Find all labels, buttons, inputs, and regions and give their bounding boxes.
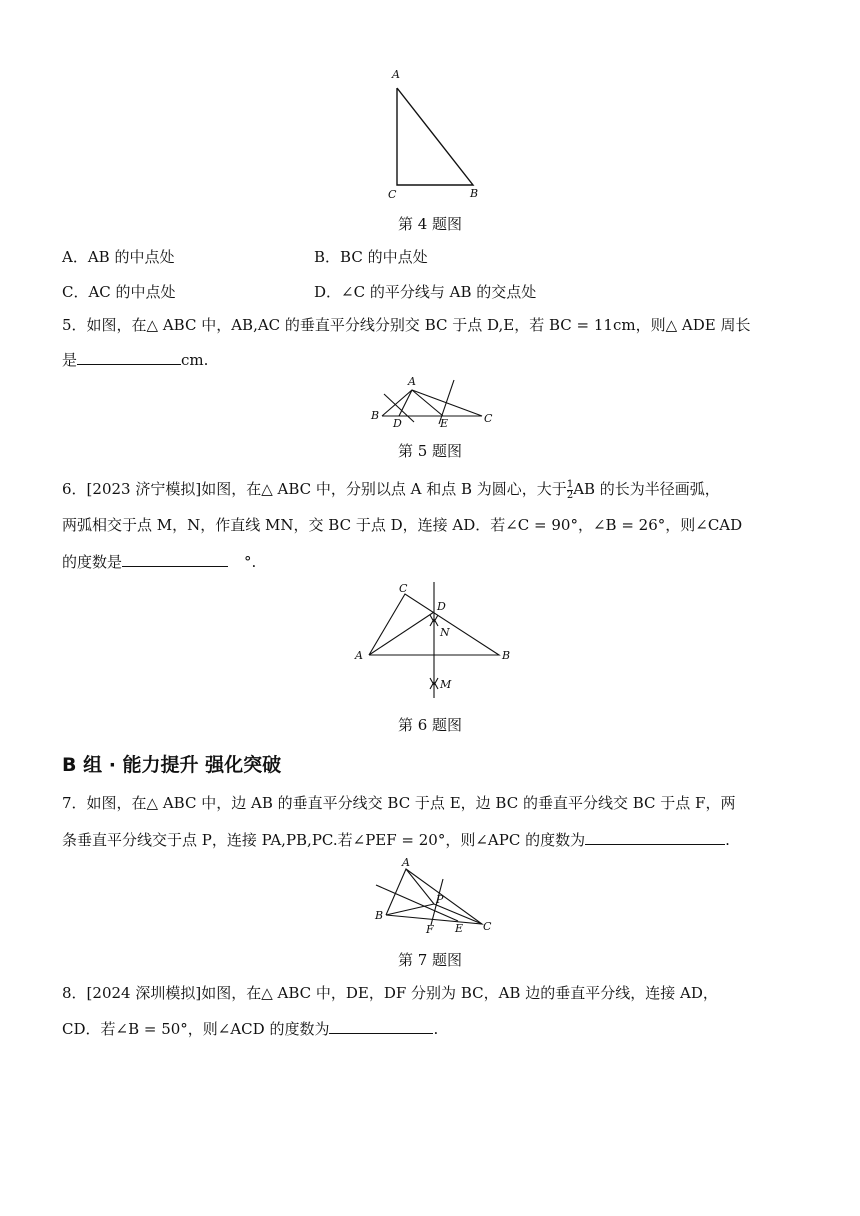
- option-d: D．∠C 的平分线与 AB 的交点处: [314, 283, 537, 301]
- label-c: C: [388, 188, 397, 201]
- figure-7: [368, 855, 498, 937]
- answer-blank-8[interactable]: [329, 1017, 433, 1034]
- question-8-line-2: [62, 1017, 438, 1039]
- label-d: D: [393, 417, 402, 430]
- answer-blank-5[interactable]: [77, 348, 181, 365]
- question-8-line-1: 8．[2024 深圳模拟]如图，在△ ABC 中，DE，DF 分别为 BC，AB 边的垂直平分线，连接 AD，: [62, 984, 718, 1002]
- question-7-line-2: [62, 828, 730, 850]
- question-5-unit: cm.: [181, 351, 209, 369]
- label-a: A: [402, 856, 410, 869]
- question-6-text-a: 6．[2023 济宁模拟]如图，在△ ABC 中，分别以点 A 和点 B 为圆心，大于: [62, 480, 567, 498]
- question-8-prefix: CD．若∠B = 50°，则∠ACD 的度数为: [62, 1020, 330, 1038]
- label-c: C: [484, 412, 493, 425]
- answer-blank-6[interactable]: [122, 550, 228, 567]
- label-b: B: [502, 649, 511, 662]
- question-7-line-1: 7．如图，在△ ABC 中，边 AB 的垂直平分线交 BC 于点 E，边 BC 的垂直平分线交 BC 于点 F，两: [62, 794, 736, 812]
- figure-6: [350, 578, 520, 703]
- label-e: E: [440, 417, 449, 430]
- segment-ae: [412, 390, 443, 416]
- triangle-abc: [382, 390, 482, 416]
- question-6-prefix: 的度数是: [62, 553, 123, 571]
- question-6-line-3: [62, 550, 256, 572]
- label-a: A: [392, 68, 400, 81]
- question-7-prefix: 条垂直平分线交于点 P，连接 PA,PB,PC.若∠PEF = 20°，则∠APC 的度数为: [62, 831, 586, 849]
- answer-blank-7[interactable]: [585, 828, 725, 845]
- figure-4: [380, 64, 490, 204]
- fraction-denominator: 2: [566, 489, 574, 501]
- question-6-line-2: 两弧相交于点 M，N，作直线 MN，交 BC 于点 D，连接 AD．若∠C = 90°，∠B = 26°，则∠CAD: [62, 516, 743, 534]
- option-c: C．AC 的中点处: [62, 283, 176, 301]
- label-c: C: [399, 582, 408, 595]
- label-p: P: [436, 893, 444, 906]
- label-d: D: [437, 600, 446, 613]
- question-6-line-1: [62, 479, 720, 501]
- label-b: B: [371, 409, 380, 422]
- section-heading: B 组 · 能力提升 强化突破: [62, 754, 282, 776]
- question-5-line-2: [62, 348, 208, 370]
- label-m: M: [440, 678, 452, 691]
- label-e: E: [455, 922, 464, 935]
- question-6-text-b: AB 的长为半径画弧，: [573, 480, 720, 498]
- question-6-unit: °.: [244, 553, 257, 571]
- question-5-prefix: 是: [62, 351, 78, 369]
- label-a: A: [355, 649, 363, 662]
- option-b: B．BC 的中点处: [314, 248, 428, 266]
- question-8-period: .: [433, 1020, 439, 1038]
- label-c: C: [483, 920, 492, 933]
- figure-4-caption: 第 4 题图: [397, 215, 463, 233]
- segment-pb: [386, 904, 434, 915]
- label-b: B: [470, 187, 479, 200]
- label-n: N: [440, 626, 450, 639]
- figure-7-caption: 第 7 题图: [397, 951, 463, 969]
- label-f: F: [426, 923, 434, 936]
- fraction-numerator: 1: [566, 478, 574, 490]
- question-7-period: .: [725, 831, 730, 849]
- label-a: A: [408, 375, 416, 388]
- question-5-line-1: 5．如图，在△ ABC 中，AB,AC 的垂直平分线分别交 BC 于点 D,E，若 BC = 11cm，则△ ADE 周长: [62, 316, 751, 334]
- segment-ad: [369, 612, 434, 655]
- segment-ad: [399, 390, 412, 416]
- triangle-abc: [386, 869, 482, 924]
- figure-6-caption: 第 6 题图: [397, 716, 463, 734]
- option-a: A．AB 的中点处: [62, 248, 175, 266]
- triangle-abc: [397, 88, 473, 185]
- figure-5-caption: 第 5 题图: [397, 442, 463, 460]
- label-b: B: [375, 909, 384, 922]
- figure-5: [368, 374, 498, 432]
